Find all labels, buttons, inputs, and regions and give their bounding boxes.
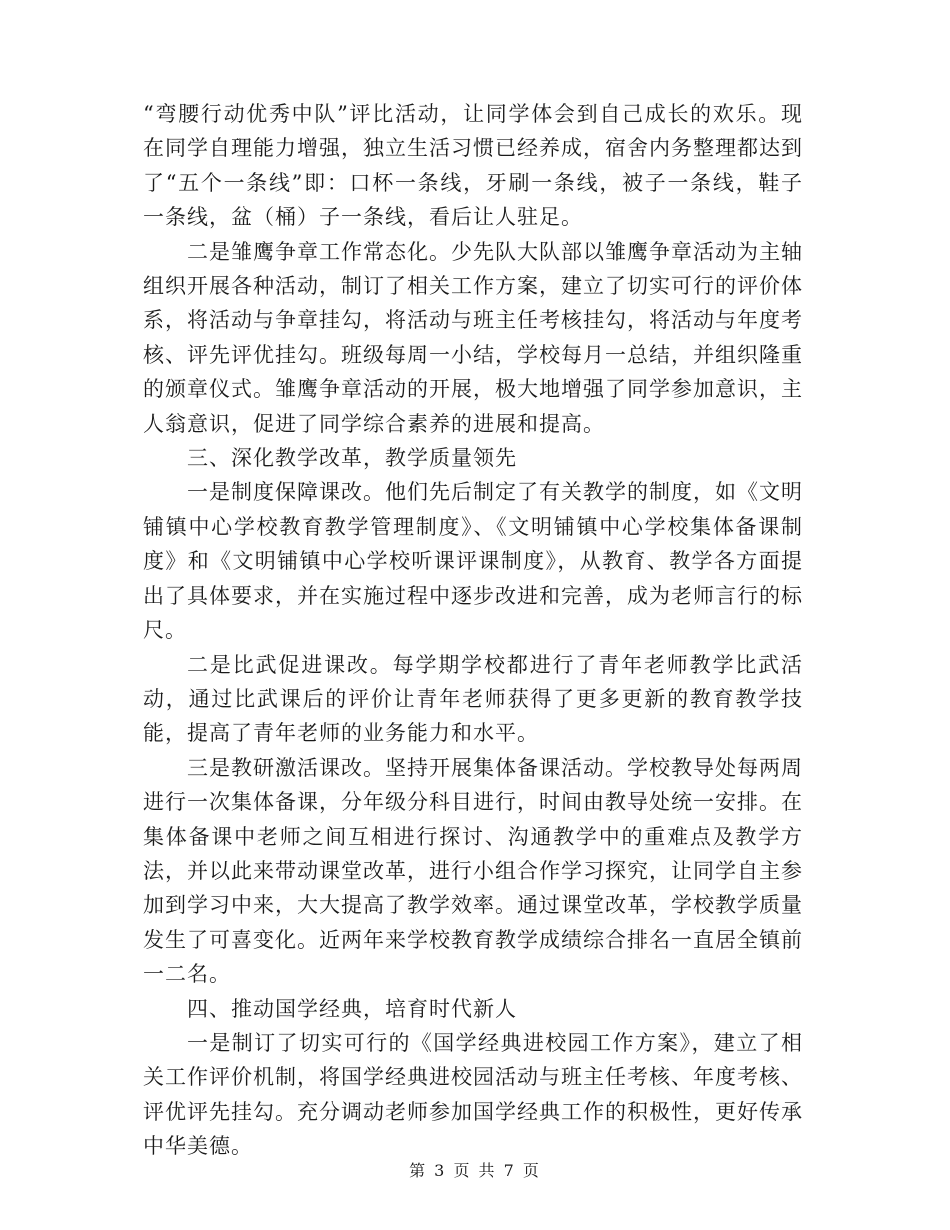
page-number-footer: 第 3 页 共 7 页 [409, 1161, 541, 1180]
paragraph: 二是比武促进课改。每学期学校都进行了青年老师教学比武活动，通过比武课后的评价让青年老师获得了更多更新的教育教学技能，提高了青年老师的业务能力和水平。 [143, 652, 803, 746]
document-body [143, 97, 803, 1164]
paragraph: 二是雏鹰争章工作常态化。少先队大队部以雏鹰争章活动为主轴组织开展各种活动，制订了相关工作方案，建立了切实可行的评价体系，将活动与争章挂勾，将活动与班主任考核挂勾，将活动与年度考核、评先评优挂勾。班级每周一小结，学校每月一总结，并组织隆重的颁章仪式。雏鹰争章活动的开展，极大地增强了同学参加意识，主人翁意识，促进了同学综合素养的进展和提高。 [143, 239, 803, 436]
paragraph: 三是教研激活课改。坚持开展集体备课活动。学校教导处每两周进行一次集体备课，分年级分科目进行，时间由教导处统一安排。在集体备课中老师之间互相进行探讨、沟通教学中的重难点及教学方法，并以此来带动课堂改革，进行小组合作学习探究，让同学自主参加到学习中来，大大提高了教学效率。通过课堂改革，学校教学质量发生了可喜变化。近两年来学校教育教学成绩综合排名一直居全镇前一二名。 [143, 755, 803, 987]
paragraph: 一是制度保障课改。他们先后制定了有关教学的制度，如《文明铺镇中心学校教育教学管理制度》、《文明铺镇中心学校集体备课制度》和《文明铺镇中心学校听课评课制度》，从教育、教学各方面提出了具体要求，并在实施过程中逐步改进和完善，成为老师言行的标尺。 [143, 480, 803, 643]
section-heading: 三、深化教学改革，教学质量领先 [187, 446, 517, 471]
paragraph: “弯腰行动优秀中队”评比活动，让同学体会到自己成长的欢乐。现在同学自理能力增强，独立生活习惯已经养成，宿舍内务整理都达到了“五个一条线”即：口杯一条线，牙刷一条线，被子一条线，鞋子一条线，盆（桶）子一条线，看后让人驻足。 [143, 102, 803, 230]
paragraph: 一是制订了切实可行的《国学经典进校园工作方案》，建立了相关工作评价机制，将国学经典进校园活动与班主任考核、年度考核、评优评先挂勾。充分调动老师参加国学经典工作的积极性，更好传承中华美德。 [143, 1030, 803, 1159]
section-heading: 四、推动国学经典，培育时代新人 [187, 996, 517, 1021]
